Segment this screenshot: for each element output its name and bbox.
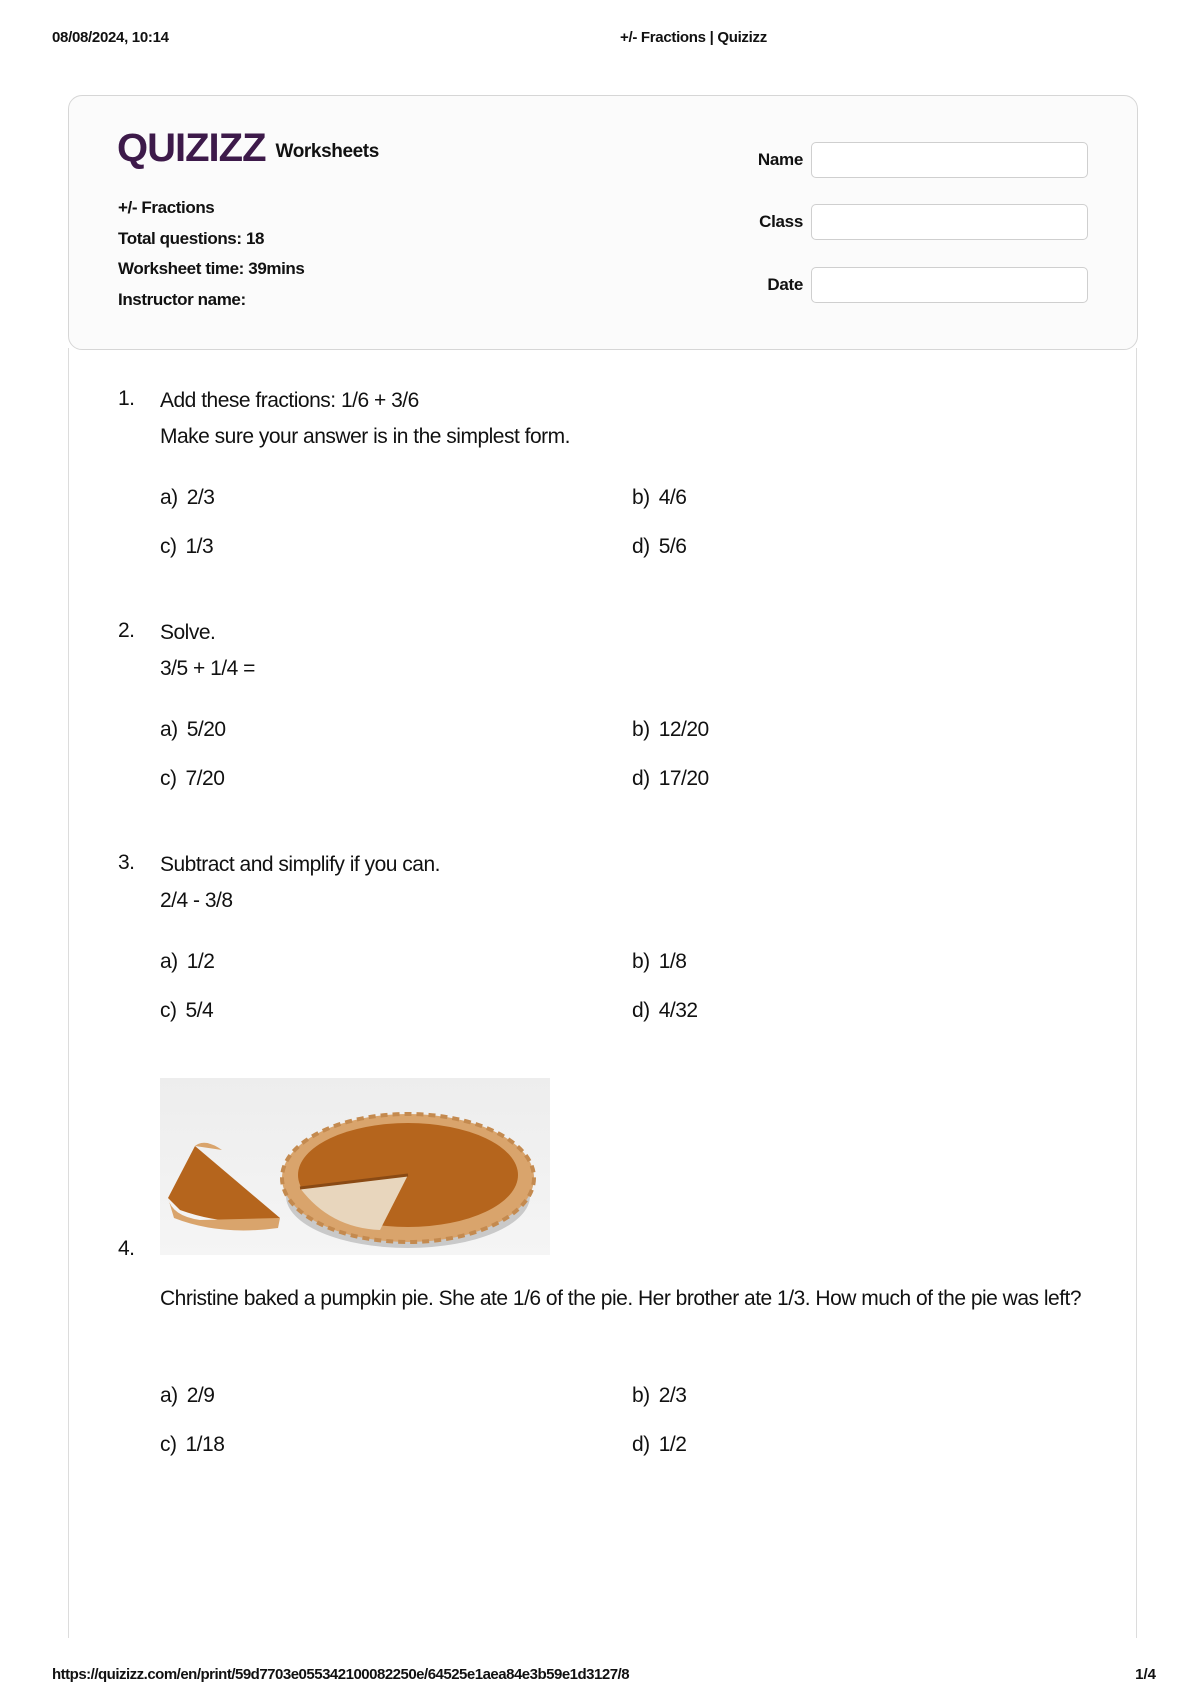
instructor-name: Instructor name: xyxy=(118,289,246,309)
logo-wordmark: QUIZIZZ xyxy=(117,126,266,170)
option-letter: a) xyxy=(160,486,178,509)
option-text: 1/3 xyxy=(185,535,214,558)
print-url: https://quizizz.com/en/print/59d7703e055342100082250e/64525e1aea84e3b59e1d3127/8 xyxy=(52,1666,630,1683)
option-text: 12/20 xyxy=(658,718,709,741)
question-4-option-b xyxy=(632,1384,686,1408)
option-text: 2/9 xyxy=(186,1384,215,1407)
question-3-option-c xyxy=(160,999,213,1023)
option-letter: c) xyxy=(160,999,177,1022)
pumpkin-pie-illustration xyxy=(160,1078,550,1255)
option-letter: d) xyxy=(632,767,650,790)
question-2-option-a xyxy=(160,718,226,742)
option-text: 4/32 xyxy=(658,999,698,1022)
option-letter: a) xyxy=(160,718,178,741)
quizizz-logo xyxy=(117,128,379,168)
question-2-number: 2. xyxy=(118,619,135,642)
print-datetime: 08/08/2024, 10:14 xyxy=(52,29,169,46)
option-letter: c) xyxy=(160,767,177,790)
question-2-option-d xyxy=(632,767,709,791)
option-letter: b) xyxy=(632,718,650,741)
pumpkin-pie-image xyxy=(160,1078,550,1255)
print-page-number: 1/4 xyxy=(1135,1666,1156,1683)
question-2-option-c xyxy=(160,767,224,791)
question-2-line-2: 3/5 + 1/4 = xyxy=(160,657,255,680)
print-page-title: +/- Fractions | Quizizz xyxy=(620,29,767,46)
question-4-option-c xyxy=(160,1433,224,1457)
option-text: 1/2 xyxy=(658,1433,687,1456)
question-1-option-b xyxy=(632,486,686,510)
page-border-left xyxy=(68,348,69,1638)
option-text: 2/3 xyxy=(186,486,215,509)
option-text: 5/20 xyxy=(186,718,226,741)
name-field[interactable] xyxy=(811,142,1088,178)
question-2-option-b xyxy=(632,718,709,742)
question-1-number: 1. xyxy=(118,387,135,410)
question-4-text: Christine baked a pumpkin pie. She ate 1/6 of the pie. Her brother ate 1/3. How much of the pie was left? xyxy=(160,1287,1082,1310)
question-1-line-1: Add these fractions: 1/6 + 3/6 xyxy=(160,389,419,412)
question-1-line-2: Make sure your answer is in the simplest form. xyxy=(160,425,570,448)
question-3-option-a xyxy=(160,950,214,974)
option-letter: d) xyxy=(632,1433,650,1456)
question-1-text xyxy=(160,383,1090,455)
question-3-option-d xyxy=(632,999,698,1023)
date-field[interactable] xyxy=(811,267,1088,303)
option-letter: b) xyxy=(632,950,650,973)
option-text: 1/8 xyxy=(658,950,687,973)
total-questions: Total questions: 18 xyxy=(118,228,265,248)
option-text: 1/18 xyxy=(185,1433,225,1456)
question-2-text xyxy=(160,615,1090,687)
worksheet-title: +/- Fractions xyxy=(118,198,215,217)
question-1-option-a xyxy=(160,486,214,510)
class-field[interactable] xyxy=(811,204,1088,240)
question-1-option-d xyxy=(632,535,686,559)
question-4-number: 4. xyxy=(118,1237,135,1260)
date-label: Date xyxy=(767,275,803,294)
option-text: 5/6 xyxy=(658,535,687,558)
class-label: Class xyxy=(759,212,803,231)
question-4-option-d xyxy=(632,1433,686,1457)
option-letter: a) xyxy=(160,1384,178,1407)
name-label: Name xyxy=(757,150,803,169)
question-3-option-b xyxy=(632,950,686,974)
option-letter: a) xyxy=(160,950,178,973)
question-3-number: 3. xyxy=(118,851,135,874)
option-text: 17/20 xyxy=(658,767,709,790)
option-text: 2/3 xyxy=(658,1384,687,1407)
page-border-right xyxy=(1136,348,1137,1638)
option-text: 1/2 xyxy=(186,950,215,973)
worksheet-time: Worksheet time: 39mins xyxy=(118,259,305,278)
question-1-option-c xyxy=(160,535,213,559)
option-text: 5/4 xyxy=(185,999,214,1022)
question-4-option-a xyxy=(160,1384,214,1408)
worksheet-meta xyxy=(118,193,304,315)
option-letter: c) xyxy=(160,535,177,558)
option-letter: b) xyxy=(632,486,650,509)
option-letter: d) xyxy=(632,999,650,1022)
option-letter: d) xyxy=(632,535,650,558)
option-text: 4/6 xyxy=(658,486,687,509)
option-letter: b) xyxy=(632,1384,650,1407)
logo-tagline: Worksheets xyxy=(275,141,379,162)
pie-slice xyxy=(168,1146,280,1222)
question-3-text xyxy=(160,847,1090,919)
option-letter: c) xyxy=(160,1433,177,1456)
question-3-line-1: Subtract and simplify if you can. xyxy=(160,853,440,876)
question-2-line-1: Solve. xyxy=(160,621,216,644)
question-3-line-2: 2/4 - 3/8 xyxy=(160,889,233,912)
option-text: 7/20 xyxy=(185,767,225,790)
